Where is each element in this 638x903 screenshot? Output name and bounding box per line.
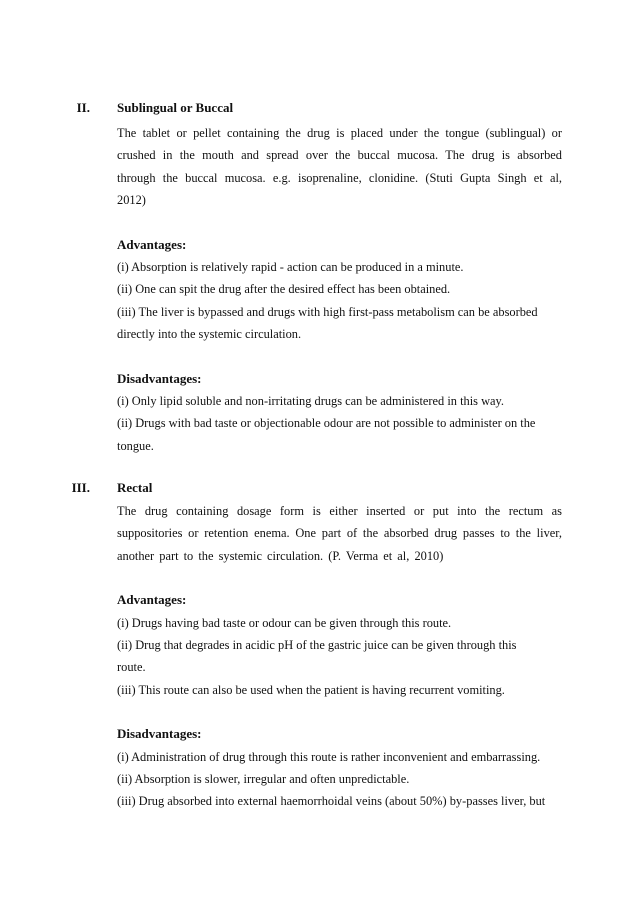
- section-body: [117, 476, 562, 813]
- disadvantages-heading: Disadvantages:: [117, 370, 202, 386]
- advantage-item: (i) Drugs having bad taste or odour can be given through this route.: [117, 615, 452, 630]
- disadvantage-item: (ii) Absorption is slower, irregular and often unpredictable.: [117, 772, 410, 787]
- section-number: II.: [76, 100, 90, 115]
- advantage-item: (iii) This route can also be used when the patient is having recurrent vomiting.: [117, 682, 505, 697]
- section-title: Sublingual or Buccal: [117, 100, 234, 115]
- advantage-item: (ii) One can spit the drug after the desired effect has been obtained.: [117, 282, 451, 297]
- advantage-item: (iii) The liver is bypassed and drugs with high first-pass metabolism can be absorbed directly into the systemic circulation.: [117, 304, 538, 342]
- advantage-item: (i) Absorption is relatively rapid - action can be produced in a minute.: [117, 260, 464, 275]
- section-paragraph: The drug containing dosage form is either inserted or put into the rectum as suppositories or retention enema. One part of the absorbed drug passes to the liver, another part to the systemic circulation. (P. Verma et al, 2010): [117, 504, 562, 563]
- disadvantage-item: (ii) Drugs with bad taste or objectionable odour are not possible to administer on the tongue.: [117, 416, 536, 453]
- section-paragraph: The tablet or pellet containing the drug is placed under the tongue (sublingual) or crushed in the mouth and spread over the buccal mucosa. The drug is absorbed through the buccal mucosa. e.g. isoprenaline, clonidine. (Stuti Gupta Singh et al, 2012): [117, 126, 562, 208]
- disadvantages-heading: Disadvantages:: [117, 726, 202, 742]
- disadvantage-item: (i) Only lipid soluble and non-irritating drugs can be administered in this way.: [117, 394, 505, 409]
- advantages-heading: Advantages:: [117, 236, 187, 252]
- disadvantage-item: (i) Administration of drug through this route is rather inconvenient and embarrassing.: [117, 749, 541, 764]
- advantage-item: (ii) Drug that degrades in acidic pH of the gastric juice can be given through this route.: [117, 638, 517, 675]
- advantages-heading: Advantages:: [117, 592, 187, 608]
- section-title: Rectal: [117, 480, 153, 495]
- section-number: III.: [71, 480, 90, 495]
- section-body: [117, 96, 562, 457]
- disadvantage-item: (iii) Drug absorbed into external haemorrhoidal veins (about 50%) by-passes liver, but: [117, 794, 546, 809]
